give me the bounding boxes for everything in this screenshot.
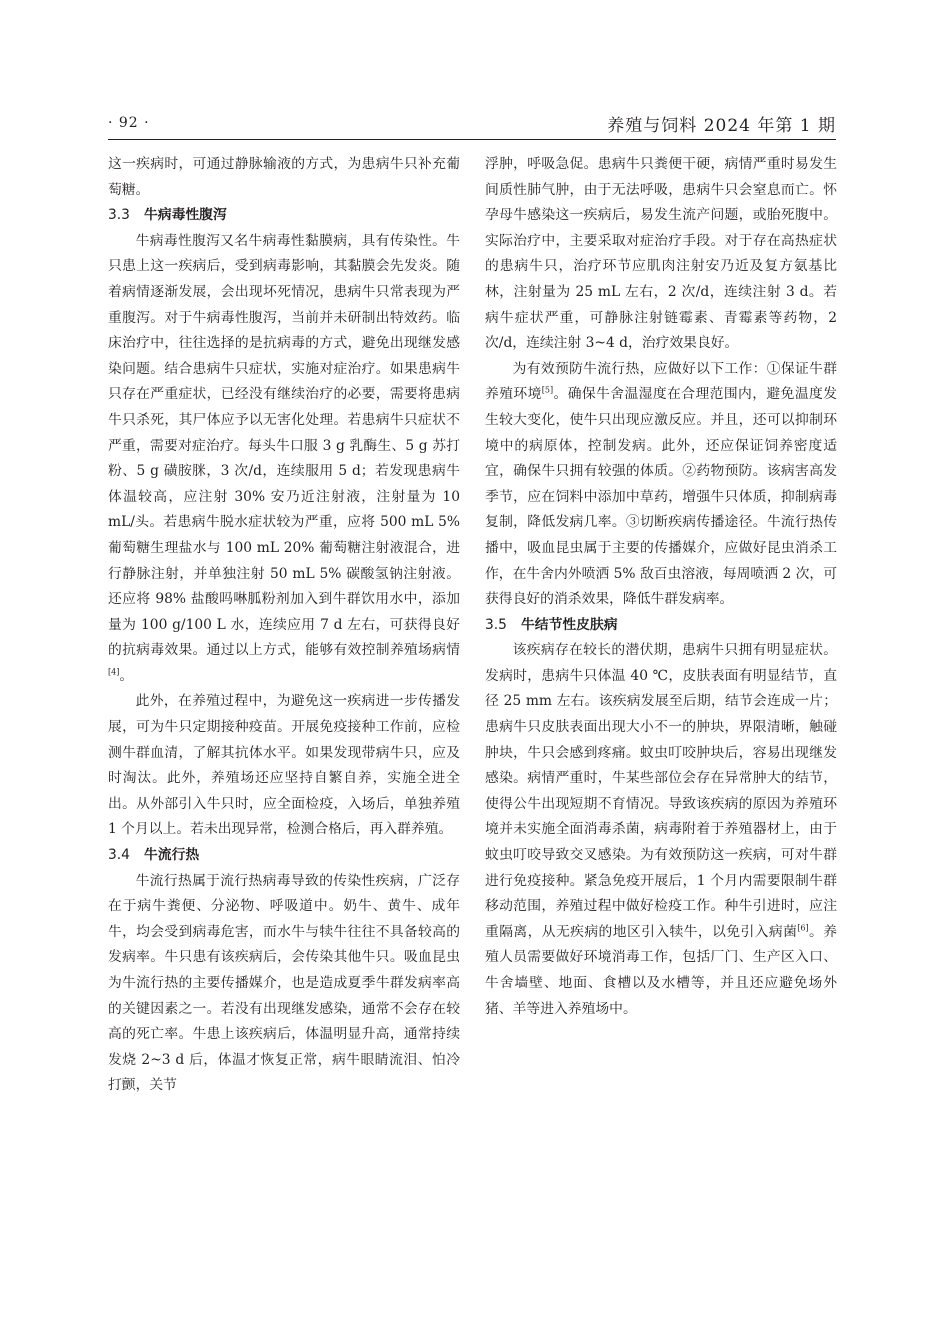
section-number: 3.5 [485, 616, 507, 633]
left-column [108, 152, 460, 1099]
section-number: 3.3 [108, 207, 130, 224]
paragraph-lsd [485, 638, 837, 1022]
header-rule [108, 139, 836, 140]
paragraph-text: 牛病毒性腹泻又名牛病毒性黏膜病，具有传染性。牛只患上这一疾病后，受到病毒影响，其黏膜会先发炎。随着病情逐渐发展，会出现坏死情况，患病牛只常表现为严重腹泻。对于牛病毒性腹泻，当前并未研制出特效药。临床治疗中，往往选择的是抗病毒的方式，避免出现继发感染问题。结合患病牛只症状，实施对症治疗。如果患病牛只存在严重症状，已经没有继续治疗的必要，需要将患病牛只杀死，其尸体应予以无害化处理。若患病牛只症状不严重，需要对症治疗。每头牛口服 3 g 乳酶生、5 g 苏打粉、5 g 磺胺脒，3 次/d，连续服用 5 d；若发现患病牛体温较高，应注射 30% 安乃近注射液，注射量为 10 mL/头。若患病牛脱水症状较为严重，应将 500 mL 5% 葡萄糖生理盐水与 100 mL 20% 葡萄糖注射液混合，进行静脉注射，并单独注射 50 mL 5% 碳酸氢钠注射液。还应将 98% 盐酸吗啉胍粉剂加入到牛群饮用水中，添加量为 100 g/100 L 水，连续应用 7 d 左右，可获得良好的抗病毒效果。通过以上方式，能够有效控制养殖场病情 [108, 232, 460, 659]
paragraph-bef-prevention [485, 357, 837, 613]
paragraph-continued: 这一疾病时，可通过静脉输液的方式，为患病牛只补充葡萄糖。 [108, 156, 460, 198]
paragraph-bvd [108, 229, 460, 690]
running-header [108, 111, 836, 139]
paragraph-continued: 浮肿，呼吸急促。患病牛只粪便干硬，病情严重时易发生间质性肺气肿，由于无法呼吸，患病牛只会窒息而亡。怀孕母牛感染这一疾病后，易发生流产问题，或胎死腹中。实际治疗中，主要采取对症治疗手段。对于存在高热症状的患病牛只，治疗环节应肌肉注射安乃近及复方氨基比林，注射量为 25 mL 左右，2 次/d，连续注射 3 d。若病牛症状严重，可静脉注射链霉素、青霉素等药物，2 次/d，连续注射 3~4 d，治疗效果良好。 [485, 156, 837, 352]
section-heading-3-5 [485, 613, 837, 639]
paragraph-text: 。确保牛舍温湿度在合理范围内，避免温度发生较大变化，使牛只出现应激反应。并且，还可以抑制环境中的病原体，控制发病。此外，还应保证饲养密度适宜，确保牛只拥有较强的体质。②药物预防。该病害高发季节，应在饲料中添加中草药，增强牛只体质，抑制病毒复制，降低发病几率。③切断疾病传播途径。牛流行热传播中，吸血昆虫属于主要的传播媒介，应做好昆虫消杀工作，在牛舍内外喷洒 5% 敌百虫溶液，每周喷洒 2 次，可获得良好的消杀效果，降低牛群发病率。 [485, 386, 838, 608]
paragraph-bvd-prevention: 此外，在养殖过程中，为避免这一疾病进一步传播发展，可为牛只定期接种疫苗。开展免疫接种工作前，应检测牛群血清，了解其抗体水平。如果发现带病牛只，应及时淘汰。此外，养殖场还应坚持自繁自养，实施全进全出。从外部引入牛只时，应全面检疫，入场后，单独养殖 1 个月以上。若未出现异常，检测合格后，再入群养殖。 [108, 693, 460, 838]
paragraph-text: 。 [119, 667, 134, 684]
paragraph-bef: 牛流行热属于流行热病毒导致的传染性疾病，广泛存在于病牛粪便、分泌物、呼吸道中。奶牛、黄牛、成年牛，均会受到病毒危害，而水牛与犊牛往往不具备较高的发病率。牛只患有该疾病后，会传染其他牛只。吸血昆虫为牛流行热的主要传播媒介，也是造成夏季牛群发病率高的关键因素之一。若没有出现继发感染，通常不会存在较高的死亡率。牛患上该疾病后，体温明显升高，通常持续发烧 2~3 d 后，体温才恢复正常，病牛眼睛流泪、怕冷打颤，关节 [108, 872, 460, 1094]
section-heading-3-3 [108, 203, 460, 229]
right-column [485, 152, 837, 1022]
journal-title: 养殖与饲料 2024 年第 1 期 [607, 116, 836, 136]
section-title: 牛病毒性腹泻 [144, 207, 227, 224]
paragraph-text: 为有效预防牛流行热，应做好以下工作：①保证牛群养殖环境 [485, 360, 837, 403]
section-number: 3.4 [108, 847, 130, 864]
section-title: 牛流行热 [144, 847, 200, 864]
section-heading-3-4 [108, 843, 460, 869]
citation-ref: [4] [108, 667, 120, 677]
paragraph-text: 。养殖人员需要做好环境消毒工作，包括厂门、生产区入口、牛舍墙壁、地面、食槽以及水槽等，并且还应避免场外猪、羊等进入养殖场中。 [485, 923, 838, 1017]
citation-ref: [6] [797, 923, 809, 933]
paragraph-text: 该疾病存在较长的潜伏期，患病牛只拥有明显症状。发病时，患病牛只体温 40 ℃，皮肤表面有明显结节，直径 25 mm 左右。该疾病发展至后期，结节会连成一片；患病牛只皮肤表面出现大小不一的肿块，界限清晰，触碰肿块，牛只会感到疼痛。蚊虫叮咬肿块后，容易出现继发感染。病情严重时，牛某些部位会存在异常肿大的结节，使得公牛出现短期不育情况。导致该疾病的原因为养殖环境并未实施全面消毒杀菌，病毒附着于养殖器材上，由于蚊虫叮咬导致交叉感染。为有效预防这一疾病，可对牛群进行免疫接种。紧急免疫开展后，1 个月内需要限制牛群移动范围，养殖过程中做好检疫工作。种牛引进时，应注重隔离，从无疾病的地区引入犊牛，以免引入病菌 [485, 642, 837, 940]
citation-ref: [5] [541, 385, 554, 395]
page-number: · 92 · [108, 115, 150, 131]
section-title: 牛结节性皮肤病 [521, 616, 618, 633]
